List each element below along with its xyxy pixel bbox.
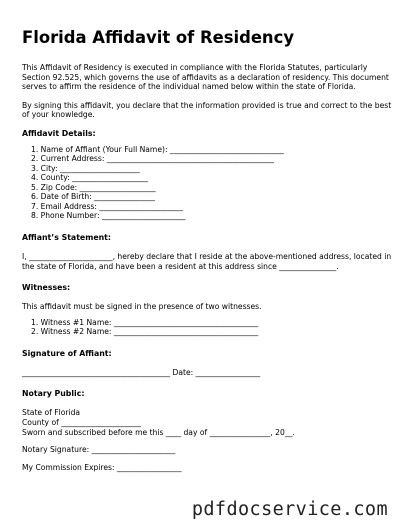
watermark-text: pdfdocservice.com [191, 499, 388, 520]
detail-field-email[interactable]: 7. Email Address: ______________________ [31, 201, 183, 211]
signature-date-line[interactable]: _______________________________________ Date: _________________ [22, 367, 261, 377]
signing-note: By signing this affidavit, you declare that the information provided is true and correct to the best of your knowledge. [22, 100, 392, 120]
notary-county-field[interactable]: County of _____________________ [22, 417, 141, 427]
witness-list [22, 318, 392, 337]
notary-commission-field[interactable]: My Commission Expires: _________________ [22, 462, 182, 472]
detail-field-city[interactable]: 3. City: _____________________ [31, 163, 140, 173]
witnesses-heading: Witnesses: [22, 283, 71, 293]
document-page [22, 28, 392, 472]
signature-heading: Signature of Affiant: [22, 348, 112, 358]
detail-field-county[interactable]: 4. County: ____________________ [31, 173, 149, 183]
details-list [22, 145, 392, 221]
witnesses-note: This affidavit must be signed in the presence of two witnesses. [22, 302, 262, 312]
witness-1-field[interactable]: 1. Witness #1 Name: ______________________________________ [31, 317, 259, 327]
notary-sworn-line[interactable]: Sworn and subscribed before me this ____ day of ________________, 20__. [22, 427, 295, 437]
intro-paragraph: This Affidavit of Residency is executed in compliance with the Florida Statutes, particularly Section 92.525, which governs the use of affidavits as a declaration of residency. This document serves to affirm the residence of the individual named below within the state of Florida. [22, 63, 389, 92]
detail-field-zip[interactable]: 5. Zip Code: ____________________ [31, 182, 156, 192]
notary-signature-field[interactable]: Notary Signature: ______________________ [22, 445, 176, 455]
document-title: Florida Affidavit of Residency [22, 28, 295, 47]
detail-field-dob[interactable]: 6. Date of Birth: ________________ [31, 192, 155, 202]
detail-field-phone[interactable]: 8. Phone Number: ______________________ [31, 211, 186, 221]
statement-text[interactable]: I, ______________________, hereby declare that I reside at the above-mentioned address, located in the state of Florida, and have been a resident at this address since _______________. [22, 251, 392, 271]
notary-state: State of Florida [22, 408, 81, 418]
detail-field-address[interactable]: 2. Current Address: ____________________________________________ [31, 154, 274, 164]
detail-field-name[interactable]: 1. Name of Affiant (Your Full Name): ______________________________ [31, 144, 284, 154]
witness-2-field[interactable]: 2. Witness #2 Name: ______________________________________ [31, 327, 259, 337]
notary-heading: Notary Public: [22, 389, 85, 399]
statement-heading: Affiant’s Statement: [22, 232, 112, 242]
details-heading: Affidavit Details: [22, 128, 96, 138]
